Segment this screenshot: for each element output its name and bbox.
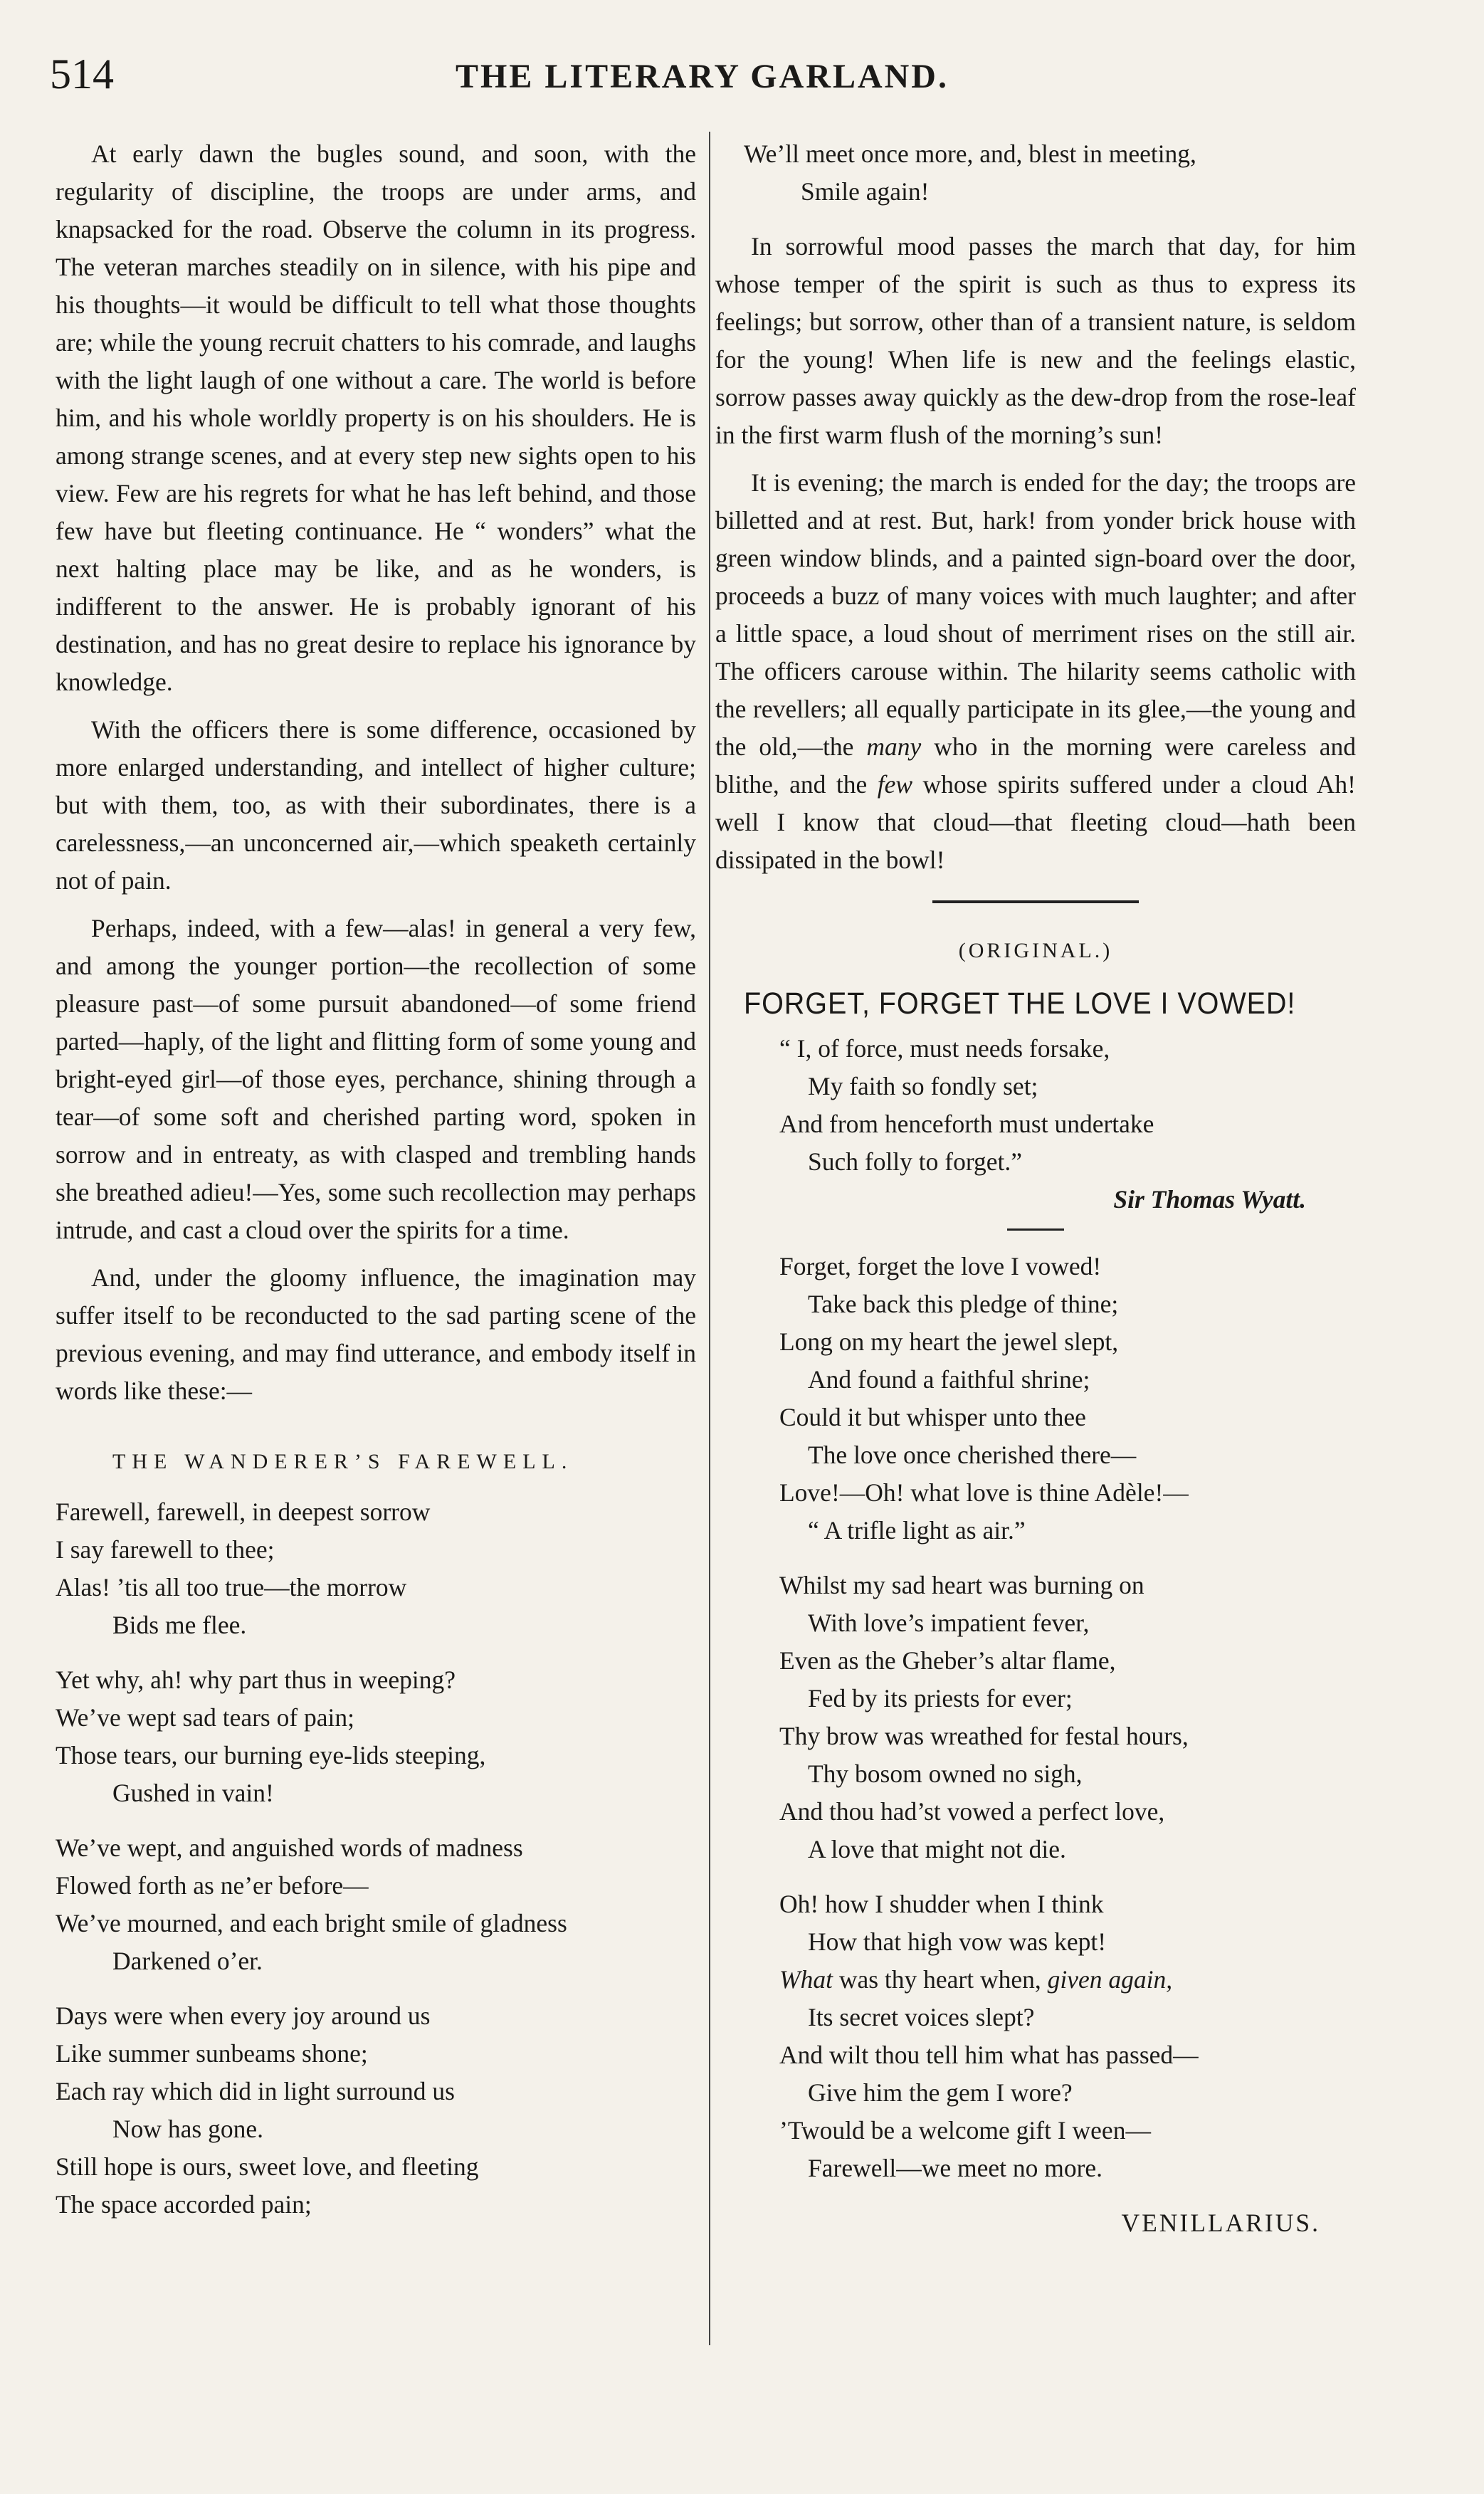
poem-line: A love that might not die.: [808, 1835, 1066, 1863]
stanza: [715, 1885, 1356, 2187]
stanza: [56, 1997, 696, 2224]
paragraph-text: who in the morning were careless and blithe, and the: [715, 732, 1357, 799]
left-column: [56, 135, 696, 2241]
original-label: (ORIGINAL.): [958, 939, 1113, 962]
stanza: [715, 1248, 1356, 1549]
poem-line: Like summer sunbeams shone;: [56, 2039, 368, 2068]
poem-line: Farewell—we meet no more.: [808, 2154, 1103, 2182]
poem-line: ’Twould be a welcome gift I ween—: [779, 2116, 1151, 2145]
poem-line: The space accorded pain;: [56, 2190, 312, 2219]
poem-line: Flowed forth as ne’er before—: [56, 1871, 369, 1900]
poem-line: Its secret voices slept?: [808, 2003, 1035, 2031]
page-number: 514: [50, 51, 114, 98]
paragraph-text: It is evening; the march is ended for the day; the troops are billetted and at rest. But, hark! from yonder brick house with green window blinds, and a painted sign-board over the door, proceeds a buzz of many voices with much laughter; and after a little space, a loud shout of merriment rises on the still air. The officers carouse within. The hilarity seems catholic with the revellers; all equally participate in its glee,—the young and the old,—the: [715, 468, 1356, 761]
poem-line: I say farewell to thee;: [56, 1535, 275, 1564]
poem-line: And thou had’st vowed a perfect love,: [779, 1797, 1165, 1826]
poem-line: Oh! how I shudder when I think: [779, 1890, 1104, 1918]
poem-line: Smile again!: [801, 177, 930, 206]
poem-continuation: [715, 135, 1356, 211]
poem-line: Could it but whisper unto thee: [779, 1403, 1086, 1431]
page-header: [50, 50, 1388, 114]
epigraph-line: “ I, of force, must needs forsake,: [779, 1034, 1110, 1063]
poem-line: Farewell, farewell, in deepest sorrow: [56, 1498, 431, 1526]
right-column: [715, 135, 1356, 2242]
paragraph: With the officers there is some difference, occasioned by more enlarged understanding, and intellect of higher culture; but with them, too, as with their subordinates, there is a carelessness,—an unconcerned air,—which speaketh certainly not of pain.: [56, 715, 696, 895]
poem-line: We’ve mourned, and each bright smile of gladness: [56, 1909, 567, 1937]
stanza: [56, 1493, 696, 1644]
poem-line: Yet why, ah! why part thus in weeping?: [56, 1666, 456, 1694]
poem-line: Days were when every joy around us: [56, 2001, 431, 2030]
poem-line: Those tears, our burning eye-lids steeping,: [56, 1741, 486, 1769]
paragraph: [715, 464, 1356, 879]
poem-line: [779, 1961, 1356, 1999]
poem-line: And found a faithful shrine;: [808, 1365, 1090, 1394]
stanza: [715, 1567, 1356, 1868]
poem-line: Thy bosom owned no sigh,: [808, 1759, 1083, 1788]
emphasis: many: [866, 732, 922, 761]
poem-line: Still hope is ours, sweet love, and fleeting: [56, 2152, 479, 2181]
poem-title: THE WANDERER’S FAREWELL.: [112, 1450, 574, 1473]
poem-line: Give him the gem I wore?: [808, 2078, 1073, 2107]
running-title: THE LITERARY GARLAND.: [456, 58, 949, 95]
paragraph: And, under the gloomy influence, the imagination may suffer itself to be reconducted to the sad parting scene of the previous evening, and may find utterance, and embody itself in words like these:—: [56, 1263, 696, 1405]
poem-line: Forget, forget the love I vowed!: [779, 1252, 1102, 1280]
emphasis: few: [877, 770, 913, 799]
epigraph: [715, 1030, 1356, 1181]
poem-line: Love!—Oh! what love is thine Adèle!—: [779, 1478, 1189, 1507]
poem-line: Even as the Gheber’s altar flame,: [779, 1646, 1116, 1675]
poem-line: With love’s impatient fever,: [808, 1609, 1090, 1637]
section-rule: [932, 900, 1139, 903]
column-divider: [709, 132, 710, 2345]
poem-line: Take back this pledge of thine;: [808, 1290, 1119, 1318]
poem-line: And wilt thou tell him what has passed—: [779, 2041, 1199, 2069]
author-signature: VENILLARIUS.: [1121, 2209, 1320, 2237]
poem-line: Thy brow was wreathed for festal hours,: [779, 1722, 1189, 1750]
poem-line: Whilst my sad heart was burning on: [779, 1571, 1144, 1599]
epigraph-line: Such folly to forget.”: [808, 1147, 1023, 1176]
poem-line: “ A trifle light as air.”: [808, 1516, 1026, 1545]
poem-line: Each ray which did in light surround us: [56, 2077, 455, 2105]
epigraph-attribution: Sir Thomas Wyatt.: [1113, 1185, 1306, 1214]
poem-line: Darkened o’er.: [112, 1947, 263, 1975]
poem-line: How that high vow was kept!: [808, 1927, 1107, 1956]
paragraph: At early dawn the bugles sound, and soon, with the regularity of discipline, the troops are under arms, and knapsacked for the road. Observe the column in its progress. The veteran marches steadily on in silence, with his pipe and his thoughts—it would be difficult to tell what those thoughts are; while the young recruit chatters to his comrade, and laughs with the light laugh of one without a care. The world is before him, and his whole worldly property is on his shoulders. He is among strange scenes, and at every step new sights open to his view. Few are his regrets for what he has left behind, and those few have but fleeting continuance. He “ wonders” what the next halting place may be like, and as he wonders, is indifferent to the answer. He is probably ignorant of his destination, and has no great desire to replace his ignorance by knowledge.: [56, 140, 697, 696]
epigraph-line: My faith so fondly set;: [808, 1072, 1038, 1100]
poem-heading: FORGET, FORGET THE LOVE I VOWED!: [744, 986, 1296, 1021]
poem-line: Alas! ’tis all too true—the morrow: [56, 1573, 407, 1601]
emphasis: given again,: [1047, 1965, 1173, 1994]
poem-line: We’ve wept sad tears of pain;: [56, 1703, 355, 1732]
poem-line: Bids me flee.: [112, 1611, 247, 1639]
paragraph-text: whose spirits suffered under a cloud Ah! well I know that cloud—that fleeting cloud—hath been dissipated in the bowl!: [715, 770, 1357, 874]
paragraph: Perhaps, indeed, with a few—alas! in general a very few, and among the younger portion—the recollection of some pleasure past—of some pursuit abandoned—of some friend parted—haply, of the light and flitting form of some young and bright-eyed girl—of those eyes, perchance, shining through a tear—of some soft and cherished parting word, spoken in sorrow and in entreaty, as with clasped and trembling hands she breathed adieu!—Yes, some such recollection may perhaps intrude, and cast a cloud over the spirits for a time.: [56, 914, 696, 1244]
epigraph-line: And from henceforth must undertake: [779, 1110, 1154, 1138]
poem-line: Now has gone.: [112, 2115, 263, 2143]
poem-line: Fed by its priests for ever;: [808, 1684, 1073, 1712]
poem-line: We’ve wept, and anguished words of madness: [56, 1833, 523, 1862]
poem-line: We’ll meet once more, and, blest in meeting,: [744, 140, 1196, 168]
short-rule: [1007, 1228, 1064, 1231]
poem-line: The love once cherished there—: [808, 1441, 1137, 1469]
paragraph: In sorrowful mood passes the march that day, for him whose temper of the spirit is such as thus to express its feelings; but sorrow, other than of a transient nature, is seldom for the young! When life is new and the feelings elastic, sorrow passes away quickly as the dew-drop from the rose-leaf in the first warm flush of the morning’s sun!: [715, 232, 1356, 449]
stanza: [56, 1661, 696, 1812]
stanza: [56, 1829, 696, 1980]
line-text: was thy heart when,: [838, 1965, 1041, 1994]
poem-line: Long on my heart the jewel slept,: [779, 1327, 1119, 1356]
emphasis: What: [779, 1965, 833, 1994]
poem-line: Gushed in vain!: [112, 1779, 274, 1807]
